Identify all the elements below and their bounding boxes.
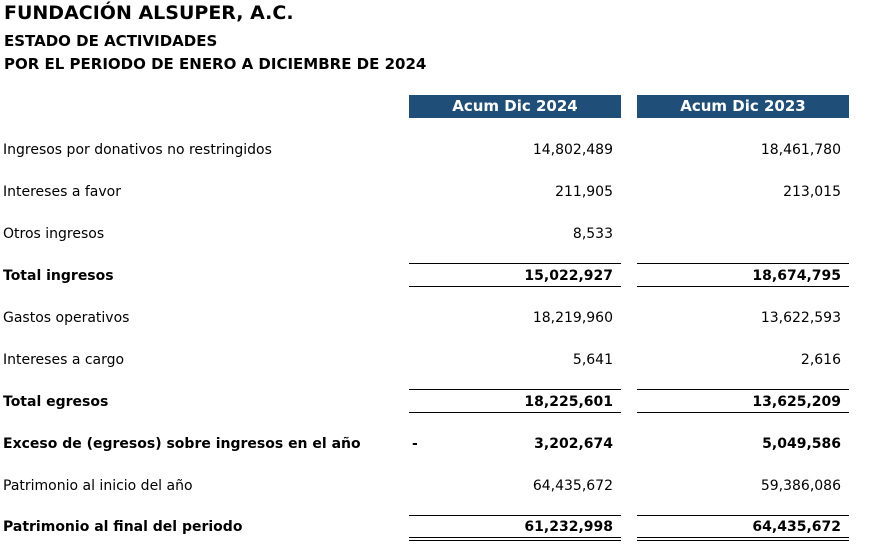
double-rule (409, 537, 621, 538)
double-rule (637, 540, 849, 541)
total-rule (637, 286, 849, 287)
value-2024: 18,225,601 (524, 394, 613, 410)
double-rule (637, 537, 849, 538)
value-2023: 18,674,795 (752, 268, 841, 284)
total-rule (409, 412, 621, 413)
row-label: Intereses a favor (3, 184, 121, 200)
total-row (0, 516, 888, 538)
value-2023: 64,435,672 (752, 519, 841, 535)
double-rule (409, 540, 621, 541)
total-row (0, 265, 888, 287)
row-label: Ingresos por donativos no restringidos (3, 142, 272, 158)
value-2024: 14,802,489 (532, 142, 613, 158)
subtotal-rule (637, 263, 849, 264)
value-2023: 13,625,209 (752, 394, 841, 410)
value-2023: 59,386,086 (760, 478, 841, 494)
value-2024: 211,905 (555, 184, 613, 200)
row-label: Exceso de (egresos) sobre ingresos en el año (3, 436, 361, 452)
value-2024: 3,202,674 (534, 436, 613, 452)
total-row (0, 433, 888, 455)
value-2023: 18,461,780 (760, 142, 841, 158)
value-2024: 18,219,960 (532, 310, 613, 326)
row-label: Intereses a cargo (3, 352, 125, 368)
statement-period: POR EL PERIODO DE ENERO A DICIEMBRE DE 2024 (4, 55, 427, 73)
row-label: Gastos operativos (3, 310, 130, 326)
table-row (0, 349, 888, 371)
subtotal-rule (637, 389, 849, 390)
value-2023: 213,015 (783, 184, 841, 200)
subtotal-rule (409, 389, 621, 390)
table-row (0, 307, 888, 329)
value-2024: 61,232,998 (524, 519, 613, 535)
value-2024: 64,435,672 (532, 478, 613, 494)
row-label: Otros ingresos (3, 226, 105, 242)
value-2024: 8,533 (572, 226, 613, 242)
row-label: Total ingresos (3, 268, 114, 284)
row-label: Patrimonio al inicio del año (3, 478, 193, 494)
total-rule (409, 286, 621, 287)
column-header-2023: Acum Dic 2023 (637, 95, 849, 118)
table-row (0, 223, 888, 245)
total-row (0, 391, 888, 413)
column-header-2024: Acum Dic 2024 (409, 95, 621, 118)
table-row (0, 475, 888, 497)
row-label: Patrimonio al final del periodo (3, 519, 243, 535)
table-row (0, 181, 888, 203)
company-name: FUNDACIÓN ALSUPER, A.C. (4, 2, 294, 24)
subtotal-rule (409, 263, 621, 264)
row-label: Total egresos (3, 394, 109, 410)
value-2023: 13,622,593 (760, 310, 841, 326)
total-rule (637, 412, 849, 413)
value-2024: 15,022,927 (524, 268, 613, 284)
negative-sign: - (412, 436, 418, 452)
statement-title: ESTADO DE ACTIVIDADES (4, 32, 218, 50)
table-row (0, 139, 888, 161)
value-2024: 5,641 (572, 352, 613, 368)
value-2023: 2,616 (800, 352, 841, 368)
value-2023: 5,049,586 (762, 436, 841, 452)
